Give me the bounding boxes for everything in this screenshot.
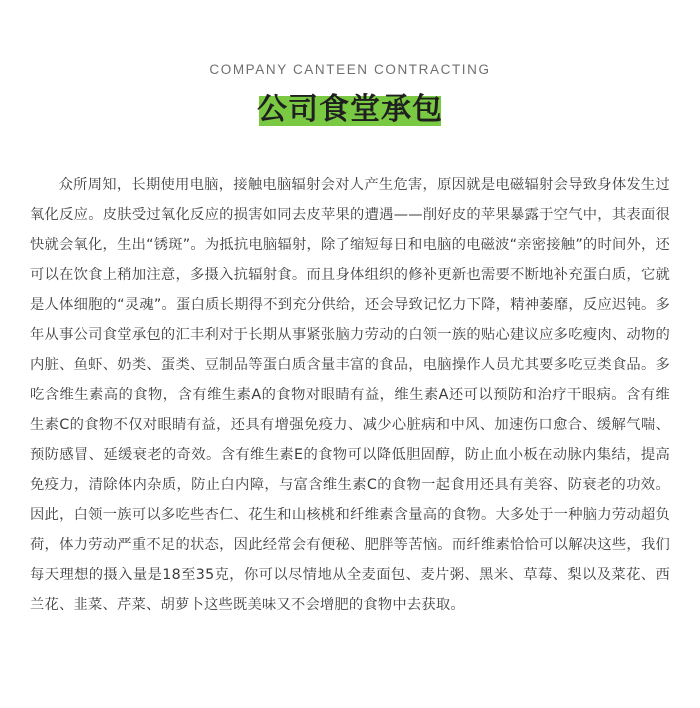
- document-title-wrap: [30, 88, 670, 132]
- body-paragraph: 众所周知，长期使用电脑，接触电脑辐射会对人产生危害，原因就是电磁辐射会导致身体发生过氧化反应。皮肤受过氧化反应的损害如同去皮苹果的遭遇——削好皮的苹果暴露于空气中，其表面很快就会氧化，生出“锈斑”。为抵抗电脑辐射，除了缩短每日和电脑的电磁波“亲密接触”的时间外，还可以在饮食上稍加注意，多摄入抗辐射食。而且身体组织的修补更新也需要不断地补充蛋白质，它就是人体细胞的“灵魂”。蛋白质长期得不到充分供给，还会导致记忆力下降，精神萎靡，反应迟钝。多年从事公司食堂承包的汇丰利对于长期从事紧张脑力劳动的白领一族的贴心建议应多吃瘦肉、动物的内脏、鱼虾、奶类、蛋类、豆制品等蛋白质含量丰富的食品，电脑操作人员尤其要多吃豆类食品。多吃含维生素高的食物，含有维生素A的食物对眼睛有益，维生素A还可以预防和治疗干眼病。含有维生素C的食物不仅对眼睛有益，还具有增强免疫力、减少心脏病和中风、加速伤口愈合、缓解气喘、预防感冒、延缓衰老的奇效。含有维生素E的食物可以降低胆固醇，防止血小板在动脉内集结，提高免疫力，清除体内杂质，防止白内障，与富含维生素C的食物一起食用还具有美容、防衰老的功效。因此，白领一族可以多吃些杏仁、花生和山核桃和纤维素含量高的食物。大多处于一种脑力劳动超负荷，体力劳动严重不足的状态，因此经常会有便秘、肥胖等苦恼。而纤维素恰恰可以解决这些，我们每天理想的摄入量是18至35克，你可以尽情地从全麦面包、麦片粥、黑米、草莓、梨以及菜花、西兰花、韭菜、芹菜、胡萝卜这些既美味又不会增肥的食物中去获取。: [30, 177, 670, 614]
- page-title: 公司食堂承包: [257, 92, 443, 128]
- document-header: [30, 0, 670, 132]
- document-body: [30, 170, 670, 620]
- document-eyebrow: COMPANY CANTEEN CONTRACTING: [209, 62, 491, 77]
